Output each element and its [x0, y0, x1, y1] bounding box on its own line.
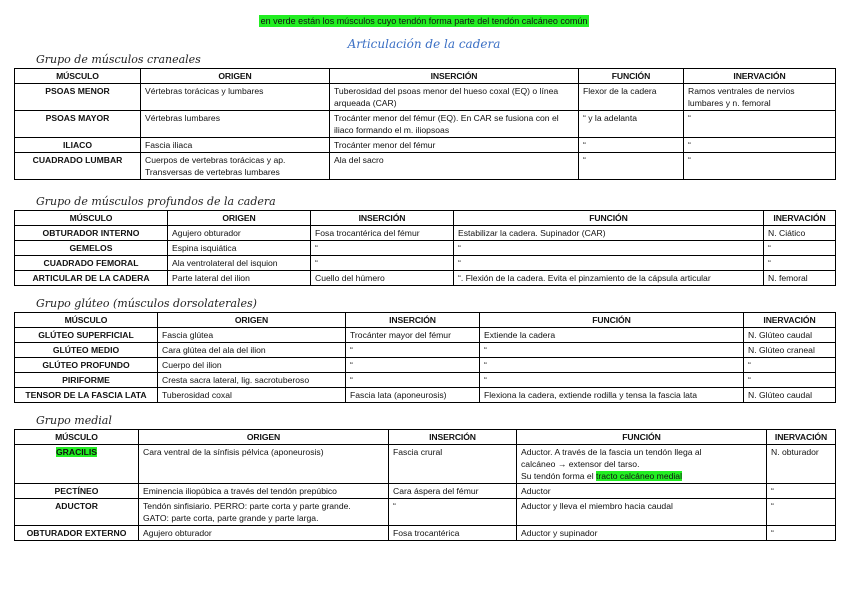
- cell-musculo: GLÚTEO MEDIO: [15, 343, 158, 358]
- table-row: [15, 328, 836, 343]
- funcion-line: [521, 470, 762, 482]
- table-row: [15, 358, 836, 373]
- table-header-row: [15, 69, 836, 84]
- cell-origen: Espina isquiática: [168, 241, 311, 256]
- section-title-craneales: Grupo de músculos craneales: [36, 53, 201, 66]
- cell-origen: Agujero obturador: [168, 226, 311, 241]
- header-inervacion: INERVACIÓN: [684, 69, 836, 84]
- cell-inervacion: “: [684, 111, 836, 138]
- cell-insercion: “: [311, 256, 454, 271]
- table-row: [15, 256, 836, 271]
- cell-musculo: CUADRADO LUMBAR: [15, 153, 141, 180]
- cell-musculo: ADUCTOR: [15, 499, 139, 526]
- header-musculo: MÚSCULO: [15, 211, 168, 226]
- table-row: [15, 271, 836, 286]
- header-musculo: MÚSCULO: [15, 69, 141, 84]
- cell-insercion: Ala del sacro: [330, 153, 579, 180]
- header-inervacion: INERVACIÓN: [744, 313, 836, 328]
- cell-musculo: PSOAS MAYOR: [15, 111, 141, 138]
- cell-origen: Vértebras torácicas y lumbares: [141, 84, 330, 111]
- header-funcion: FUNCIÓN: [480, 313, 744, 328]
- table-header-row: [15, 211, 836, 226]
- table-gluteo: [14, 312, 836, 403]
- cell-insercion: Trocánter menor del fémur (EQ). En CAR se fusiona con el iliaco formando el m. iliopsoas: [330, 111, 579, 138]
- table-row: [15, 84, 836, 111]
- header-musculo: MÚSCULO: [15, 313, 158, 328]
- cell-insercion: Trocánter mayor del fémur: [346, 328, 480, 343]
- legend-text: en verde están los músculos cuyo tendón forma parte del tendón calcáneo común: [260, 16, 588, 26]
- table-row: [15, 526, 836, 541]
- cell-inervacion: “: [764, 256, 836, 271]
- cell-inervacion: N. obturador: [767, 445, 836, 484]
- tract-highlight: tracto calcáneo medial: [596, 471, 682, 481]
- header-origen: ORIGEN: [158, 313, 346, 328]
- section-title-gluteo: Grupo glúteo (músculos dorsolaterales): [36, 297, 257, 310]
- cell-insercion: Fosa trocantérica: [389, 526, 517, 541]
- section-title-profundos: Grupo de músculos profundos de la cadera: [36, 195, 276, 208]
- cell-funcion: “: [480, 343, 744, 358]
- cell-insercion: “: [346, 373, 480, 388]
- cell-funcion: Estabilizar la cadera. Supinador (CAR): [454, 226, 764, 241]
- cell-funcion: Flexor de la cadera: [579, 84, 684, 111]
- cell-musculo: GLÚTEO SUPERFICIAL: [15, 328, 158, 343]
- header-funcion: FUNCIÓN: [517, 430, 767, 445]
- cell-inervacion: N. Ciático: [764, 226, 836, 241]
- cell-inervacion: “: [767, 484, 836, 499]
- header-inervacion: INERVACIÓN: [764, 211, 836, 226]
- cell-origen: Ala ventrolateral del isquion: [168, 256, 311, 271]
- table-row: [15, 343, 836, 358]
- header-funcion: FUNCIÓN: [579, 69, 684, 84]
- cell-origen: Agujero obturador: [139, 526, 389, 541]
- cell-inervacion: N. Glúteo craneal: [744, 343, 836, 358]
- cell-inervacion: “: [684, 138, 836, 153]
- gracilis-highlight: GRACILIS: [55, 447, 98, 457]
- cell-musculo: GLÚTEO PROFUNDO: [15, 358, 158, 373]
- cell-funcion: “: [454, 256, 764, 271]
- cell-insercion: Cuello del húmero: [311, 271, 454, 286]
- cell-origen: Vértebras lumbares: [141, 111, 330, 138]
- cell-funcion: Aductor y lleva el miembro hacia caudal: [517, 499, 767, 526]
- cell-musculo: TENSOR DE LA FASCIA LATA: [15, 388, 158, 403]
- cell-funcion: “: [480, 358, 744, 373]
- table-header-row: [15, 313, 836, 328]
- header-inervacion: INERVACIÓN: [767, 430, 836, 445]
- cell-origen: Tuberosidad coxal: [158, 388, 346, 403]
- cell-funcion: “ y la adelanta: [579, 111, 684, 138]
- funcion-line: calcáneo → extensor del tarso.: [521, 459, 640, 469]
- header-insercion: INSERCIÓN: [346, 313, 480, 328]
- cell-musculo: GEMELOS: [15, 241, 168, 256]
- cell-insercion: “: [346, 358, 480, 373]
- cell-origen: Cuerpo del ilion: [158, 358, 346, 373]
- header-origen: ORIGEN: [168, 211, 311, 226]
- cell-insercion: “: [346, 343, 480, 358]
- funcion-line: Aductor. A través de la fascia un tendón llega al: [521, 447, 702, 457]
- cell-funcion: “: [579, 153, 684, 180]
- cell-funcion: “: [480, 373, 744, 388]
- cell-origen: Fascia iliaca: [141, 138, 330, 153]
- table-medial: [14, 429, 836, 541]
- cell-insercion: Fascia crural: [389, 445, 517, 484]
- table-header-row: [15, 430, 836, 445]
- cell-musculo: [15, 445, 139, 484]
- cell-funcion: Flexiona la cadera, extiende rodilla y tensa la fascia lata: [480, 388, 744, 403]
- section-title-medial: Grupo medial: [36, 414, 112, 427]
- cell-origen: Cara ventral de la sínfisis pélvica (aponeurosis): [139, 445, 389, 484]
- cell-funcion: Aductor: [517, 484, 767, 499]
- table-row: [15, 226, 836, 241]
- cell-musculo: OBTURADOR EXTERNO: [15, 526, 139, 541]
- cell-insercion: Tuberosidad del psoas menor del hueso coxal (EQ) o línea arqueada (CAR): [330, 84, 579, 111]
- table-row: [15, 499, 836, 526]
- cell-inervacion: Ramos ventrales de nervios lumbares y n. femoral: [684, 84, 836, 111]
- cell-inervacion: N. Glúteo caudal: [744, 388, 836, 403]
- cell-origen: Fascia glútea: [158, 328, 346, 343]
- cell-insercion: “: [389, 499, 517, 526]
- cell-insercion: Fosa trocantérica del fémur: [311, 226, 454, 241]
- cell-musculo: ILIACO: [15, 138, 141, 153]
- cell-insercion: Cara áspera del fémur: [389, 484, 517, 499]
- cell-funcion: “: [579, 138, 684, 153]
- cell-origen: Cara glútea del ala del ilion: [158, 343, 346, 358]
- cell-musculo: PECTÍNEO: [15, 484, 139, 499]
- cell-inervacion: “: [684, 153, 836, 180]
- cell-inervacion: “: [767, 526, 836, 541]
- table-row: [15, 138, 836, 153]
- cell-origen: Parte lateral del ilion: [168, 271, 311, 286]
- header-funcion: FUNCIÓN: [454, 211, 764, 226]
- cell-musculo: ARTICULAR DE LA CADERA: [15, 271, 168, 286]
- funcion-text: Su tendón forma el: [521, 471, 597, 481]
- table-row: [15, 388, 836, 403]
- cell-inervacion: N. femoral: [764, 271, 836, 286]
- cell-funcion: “: [454, 241, 764, 256]
- table-row: [15, 111, 836, 138]
- header-musculo: MÚSCULO: [15, 430, 139, 445]
- cell-musculo: CUADRADO FEMORAL: [15, 256, 168, 271]
- cell-insercion: Fascia lata (aponeurosis): [346, 388, 480, 403]
- page-title: Articulación de la cadera: [347, 37, 501, 51]
- cell-inervacion: “: [767, 499, 836, 526]
- legend-banner: [0, 11, 848, 29]
- cell-musculo: PSOAS MENOR: [15, 84, 141, 111]
- table-row: [15, 484, 836, 499]
- cell-insercion: “: [311, 241, 454, 256]
- table-profundos: [14, 210, 836, 286]
- origen-line: GATO: parte corta, parte grande y parte larga.: [143, 513, 319, 523]
- cell-inervacion: “: [744, 358, 836, 373]
- cell-funcion: Aductor y supinador: [517, 526, 767, 541]
- table-craneales: [14, 68, 836, 180]
- cell-funcion: “. Flexión de la cadera. Evita el pinzamiento de la cápsula articular: [454, 271, 764, 286]
- table-row: [15, 373, 836, 388]
- cell-inervacion: “: [764, 241, 836, 256]
- cell-musculo: OBTURADOR INTERNO: [15, 226, 168, 241]
- table-row: [15, 153, 836, 180]
- cell-origen: Cuerpos de vertebras torácicas y ap. Transversas de vertebras lumbares: [141, 153, 330, 180]
- cell-funcion: Extiende la cadera: [480, 328, 744, 343]
- table-row: [15, 241, 836, 256]
- header-origen: ORIGEN: [141, 69, 330, 84]
- cell-musculo: PIRIFORME: [15, 373, 158, 388]
- header-insercion: INSERCIÓN: [389, 430, 517, 445]
- header-origen: ORIGEN: [139, 430, 389, 445]
- header-insercion: INSERCIÓN: [311, 211, 454, 226]
- cell-origen: Cresta sacra lateral, lig. sacrotuberoso: [158, 373, 346, 388]
- cell-origen: [139, 499, 389, 526]
- cell-inervacion: “: [744, 373, 836, 388]
- table-row: [15, 445, 836, 484]
- header-insercion: INSERCIÓN: [330, 69, 579, 84]
- cell-insercion: Trocánter menor del fémur: [330, 138, 579, 153]
- cell-origen: Eminencia iliopúbica a través del tendón prepúbico: [139, 484, 389, 499]
- origen-line: Tendón sinfisiario. PERRO: parte corta y parte grande.: [143, 501, 351, 511]
- cell-funcion: [517, 445, 767, 484]
- cell-inervacion: N. Glúteo caudal: [744, 328, 836, 343]
